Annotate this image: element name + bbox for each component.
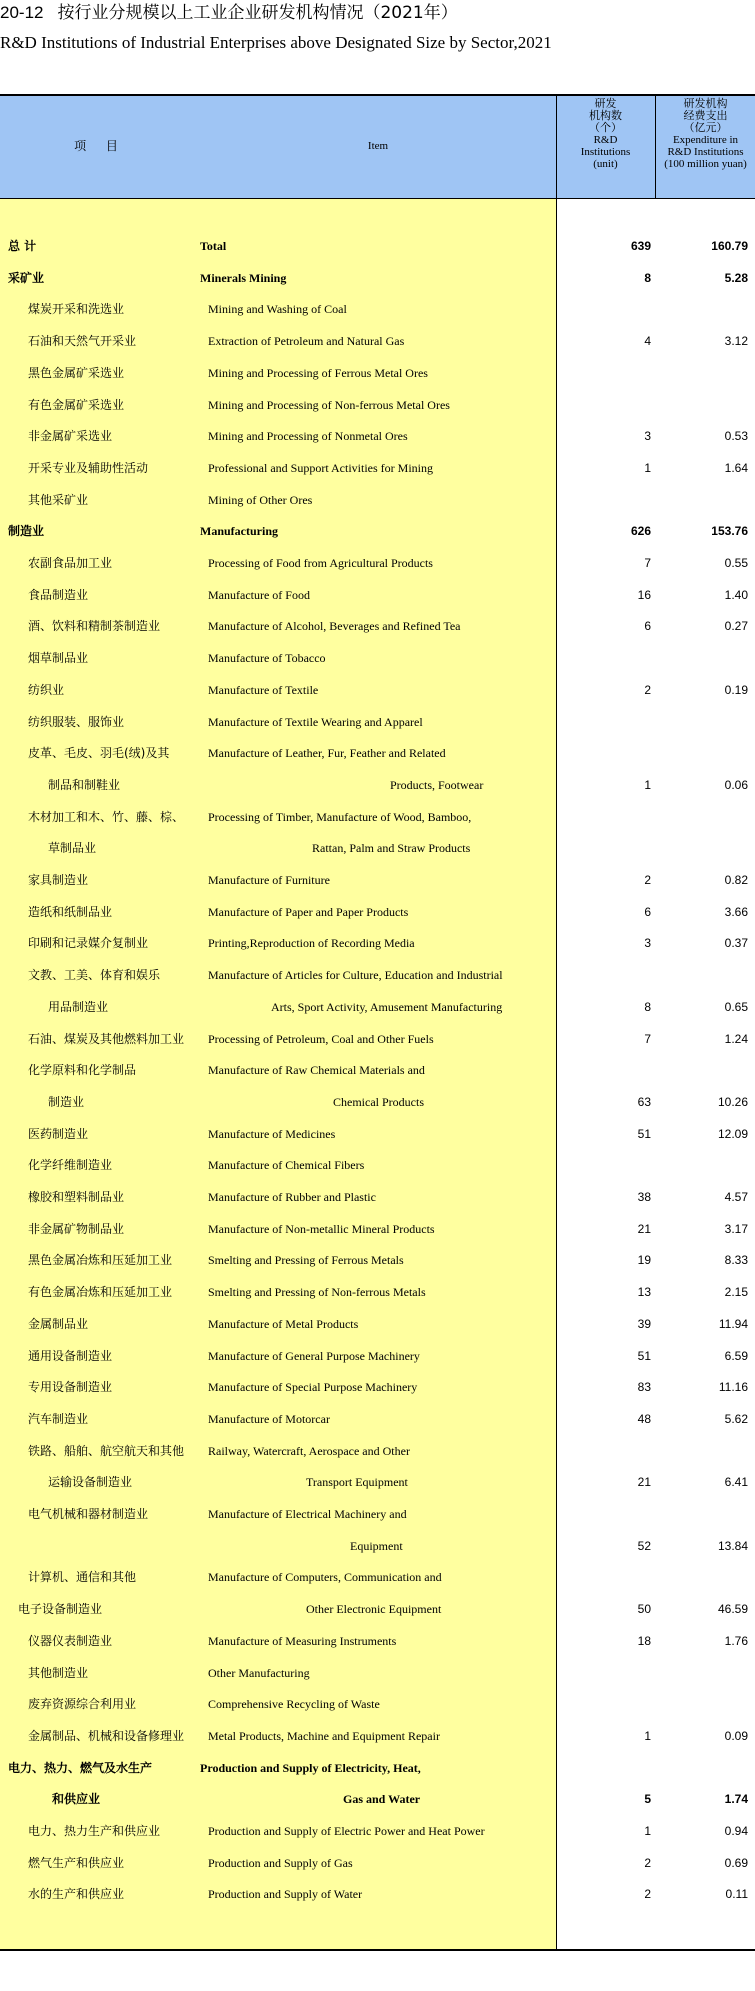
institutions-value: 50	[637, 1602, 651, 1617]
row-label-en: Professional and Support Activities for Mining	[208, 460, 433, 475]
table-row	[0, 1593, 755, 1625]
table-row	[0, 293, 755, 325]
expenditure-value: 3.17	[724, 1221, 748, 1236]
header-col2-en1: Expenditure in	[672, 134, 739, 146]
row-label-en: Production and Supply of Electric Power and Heat Power	[208, 1824, 485, 1838]
expenditure-value: 0.53	[724, 429, 748, 444]
expenditure-value: 0.55	[724, 556, 748, 570]
row-label-cn: 农副食品加工业	[28, 556, 113, 570]
row-label-cn: 木材加工和木、竹、藤、棕、	[28, 809, 185, 824]
row-label-en: Manufacture of Textile Wearing and Apparel	[208, 714, 423, 729]
row-label-en: Manufacture of Food	[208, 587, 310, 602]
page-title-cn	[0, 2, 458, 24]
institutions-value: 4	[644, 334, 651, 349]
row-label-cn: 皮革、毛皮、羽毛(绒)及其	[28, 746, 170, 761]
header-col2-en2: R&D Institutions	[667, 146, 744, 158]
row-label-cn: 化学原料和化学制品	[28, 1063, 137, 1078]
header-col2-cn1: 研发机构	[683, 97, 728, 110]
row-label-cn: 采矿业	[8, 270, 45, 285]
row-label-cn: 橡胶和塑料制品业	[28, 1190, 125, 1204]
row-label-en: Production and Supply of Electricity, Heat,	[200, 1760, 421, 1775]
row-label-cn: 医药制造业	[28, 1126, 89, 1141]
institutions-value: 1	[644, 777, 651, 792]
row-label-cn: 制造业	[8, 524, 45, 539]
row-label-cn: 专用设备制造业	[28, 1380, 113, 1395]
institutions-value: 38	[637, 1190, 651, 1204]
table-row	[0, 579, 755, 611]
row-label-cn: 化学纤维制造业	[28, 1158, 113, 1173]
expenditure-value: 0.82	[724, 873, 748, 887]
row-label-en: Manufacture of Electrical Machinery and	[208, 1507, 407, 1521]
row-label-en: Metal Products, Machine and Equipment Repair	[208, 1728, 440, 1743]
expenditure-value: 1.64	[724, 460, 748, 475]
expenditure-value: 0.27	[724, 619, 748, 634]
row-label-cn: 其他制造业	[28, 1665, 89, 1680]
row-label-en: Manufacture of Articles for Culture, Education and Industrial	[208, 968, 503, 983]
header-col2-en3: (100 million yuan)	[664, 158, 747, 170]
row-label-en: Minerals Mining	[200, 270, 287, 285]
institutions-value: 1	[644, 1728, 651, 1743]
expenditure-value: 46.59	[717, 1602, 748, 1617]
institutions-value: 1	[644, 460, 651, 475]
institutions-value: 19	[637, 1253, 651, 1268]
institutions-value: 21	[637, 1221, 651, 1236]
table-row	[0, 1213, 755, 1245]
header-col2-cn3: （亿元）	[683, 121, 728, 134]
institutions-value: 39	[637, 1316, 651, 1331]
institutions-value: 48	[637, 1411, 651, 1426]
table-row	[0, 1086, 755, 1118]
row-label-en: Transport Equipment	[306, 1475, 408, 1490]
row-label-en: Rattan, Palm and Straw Products	[312, 841, 471, 856]
table-row	[0, 769, 755, 801]
row-label-en: Mining and Washing of Coal	[208, 302, 347, 317]
row-label-cn: 铁路、船舶、航空航天和其他	[28, 1443, 185, 1458]
row-label-en: Mining and Processing of Non-ferrous Metal Ores	[208, 397, 450, 412]
header-item: Item	[367, 140, 389, 152]
row-label-en: Comprehensive Recycling of Waste	[208, 1697, 380, 1712]
table-row	[0, 737, 755, 769]
row-label-en: Mining and Processing of Ferrous Metal Ores	[208, 365, 428, 380]
row-label-cn: 用品制造业	[48, 999, 109, 1014]
header-col1-cn3: （个）	[589, 121, 622, 134]
table-row	[0, 230, 755, 262]
table-row	[0, 389, 755, 421]
title-cn-text: 按行业分规模以上工业企业研发机构情况（2021年）	[57, 3, 458, 23]
row-label-cn: 电气机械和器材制造业	[28, 1507, 149, 1521]
row-label-cn: 其他采矿业	[28, 492, 89, 507]
table-row	[0, 420, 755, 452]
table-row	[0, 357, 755, 389]
expenditure-value: 6.59	[724, 1348, 748, 1363]
table-row	[0, 1657, 755, 1689]
table-row	[0, 1371, 755, 1403]
row-label-cn: 仪器仪表制造业	[28, 1633, 113, 1648]
row-label-en: Manufacture of Motorcar	[208, 1411, 330, 1426]
header-col1-en3: (unit)	[593, 158, 618, 170]
table-row	[0, 325, 755, 357]
expenditure-value: 0.06	[724, 777, 748, 792]
expenditure-value: 6.41	[724, 1475, 748, 1490]
row-label-en: Products, Footwear	[390, 777, 484, 792]
data-table	[0, 94, 755, 1951]
expenditure-value: 5.28	[724, 270, 748, 285]
table-row	[0, 547, 755, 579]
row-label-cn: 有色金属矿采选业	[28, 397, 125, 412]
table-row	[0, 1118, 755, 1150]
row-label-en: Railway, Watercraft, Aerospace and Other	[208, 1443, 410, 1458]
expenditure-value: 10.26	[717, 1094, 748, 1109]
expenditure-value: 0.37	[724, 936, 748, 951]
row-label-cn: 制造业	[48, 1094, 85, 1109]
table-row	[0, 1054, 755, 1086]
table-row	[0, 1023, 755, 1055]
table-row	[0, 1752, 755, 1784]
table-row	[0, 262, 755, 294]
row-label-cn: 运输设备制造业	[48, 1475, 133, 1490]
row-label-en: Other Manufacturing	[208, 1665, 310, 1680]
row-label-en: Processing of Timber, Manufacture of Wood, Bamboo,	[208, 809, 472, 824]
row-label-en: Mining and Processing of Nonmetal Ores	[208, 429, 408, 444]
row-label-en: Manufacture of Chemical Fibers	[208, 1158, 365, 1173]
institutions-value: 3	[644, 429, 651, 444]
header-expenditure	[656, 98, 755, 170]
institutions-value: 2	[644, 1887, 651, 1902]
table-row	[0, 1149, 755, 1181]
institutions-value: 8	[644, 999, 651, 1014]
institutions-value: 2	[644, 682, 651, 697]
header-col1-cn1: 研发	[594, 97, 617, 110]
row-label-cn: 电力、热力生产和供应业	[28, 1824, 161, 1838]
row-label-cn: 燃气生产和供应业	[28, 1855, 125, 1870]
institutions-value: 16	[637, 587, 651, 602]
institutions-value: 2	[644, 1855, 651, 1870]
expenditure-value: 13.84	[717, 1538, 748, 1553]
expenditure-value: 4.57	[724, 1190, 748, 1204]
row-label-en: Production and Supply of Gas	[208, 1855, 353, 1870]
row-label-en: Manufacture of Rubber and Plastic	[208, 1190, 376, 1204]
row-label-cn: 食品制造业	[28, 587, 89, 602]
expenditure-value: 12.09	[717, 1126, 748, 1141]
row-label-cn: 金属制品业	[28, 1316, 89, 1331]
row-label-cn: 非金属矿物制品业	[28, 1221, 125, 1236]
row-label-en: Manufacture of Tobacco	[208, 651, 326, 666]
row-label-en: Arts, Sport Activity, Amusement Manufacturing	[271, 999, 503, 1014]
row-label-cn: 废弃资源综合利用业	[28, 1697, 137, 1712]
row-label-cn: 通用设备制造业	[28, 1348, 113, 1363]
table-row	[0, 515, 755, 547]
table-row	[0, 1403, 755, 1435]
header-institutions	[557, 98, 654, 170]
row-label-cn: 电子设备制造业	[18, 1602, 103, 1617]
row-label-en: Manufacture of Non-metallic Mineral Products	[208, 1221, 435, 1236]
row-label-en: Manufacture of Raw Chemical Materials and	[208, 1063, 425, 1078]
row-label-cn: 石油和天然气开采业	[28, 334, 137, 349]
institutions-value: 626	[630, 524, 651, 539]
table-row	[0, 1625, 755, 1657]
row-label-cn: 水的生产和供应业	[28, 1887, 125, 1902]
row-label-cn: 黑色金属冶炼和压延加工业	[28, 1253, 173, 1268]
row-label-cn: 电力、热力、燃气及水生产	[8, 1760, 153, 1775]
expenditure-value: 5.62	[724, 1411, 748, 1426]
row-label-en: Manufacture of Leather, Fur, Feather and Related	[208, 746, 446, 761]
row-label-cn: 文教、工美、体育和娱乐	[28, 968, 161, 983]
table-row	[0, 864, 755, 896]
table-row	[0, 1720, 755, 1752]
row-label-cn: 非金属矿采选业	[28, 429, 113, 444]
table-row	[0, 674, 755, 706]
table-row	[0, 484, 755, 516]
row-label-cn: 有色金属冶炼和压延加工业	[28, 1285, 173, 1300]
row-label-cn: 总 计	[8, 239, 37, 253]
table-row	[0, 610, 755, 642]
table-row	[0, 706, 755, 738]
table-row	[0, 1308, 755, 1340]
row-label-cn: 纺织业	[28, 682, 65, 697]
row-label-en: Smelting and Pressing of Ferrous Metals	[208, 1253, 404, 1268]
row-label-en: Manufacture of Medicines	[208, 1126, 336, 1141]
table-row	[0, 452, 755, 484]
institutions-value: 5	[644, 1792, 651, 1807]
expenditure-value: 0.19	[724, 682, 748, 697]
institutions-value: 7	[644, 1031, 651, 1046]
institutions-value: 2	[644, 873, 651, 887]
table-row	[0, 1340, 755, 1372]
institutions-value: 6	[644, 619, 651, 634]
table-row	[0, 1181, 755, 1213]
row-label-en: Extraction of Petroleum and Natural Gas	[208, 334, 405, 349]
institutions-value: 1	[644, 1824, 651, 1838]
expenditure-value: 0.11	[725, 1887, 748, 1902]
table-row	[0, 832, 755, 864]
row-label-en: Manufacture of Paper and Paper Products	[208, 904, 409, 919]
row-label-en: Smelting and Pressing of Non-ferrous Metals	[208, 1285, 426, 1300]
table-row	[0, 1435, 755, 1467]
row-label-cn: 煤炭开采和洗选业	[28, 302, 125, 317]
expenditure-value: 1.40	[724, 587, 748, 602]
row-label-en: Manufacture of General Purpose Machinery	[208, 1348, 420, 1363]
row-label-cn: 开采专业及辅助性活动	[28, 460, 149, 475]
expenditure-value: 11.16	[718, 1380, 748, 1395]
row-label-en: Manufacture of Textile	[208, 682, 319, 697]
row-label-en: Equipment	[350, 1538, 403, 1553]
header-col1-cn2: 机构数	[589, 109, 622, 122]
row-label-en: Manufacturing	[200, 524, 278, 539]
table-row	[0, 1561, 755, 1593]
row-label-cn: 草制品业	[48, 841, 97, 856]
row-label-en: Manufacture of Measuring Instruments	[208, 1633, 397, 1648]
table-header	[0, 96, 755, 198]
row-label-cn: 和供应业	[52, 1792, 101, 1807]
table-row	[0, 959, 755, 991]
institutions-value: 83	[637, 1380, 651, 1395]
table-row	[0, 1466, 755, 1498]
header-col2-cn2: 经费支出	[683, 109, 728, 122]
table-row	[0, 991, 755, 1023]
row-label-en: Mining of Other Ores	[208, 492, 313, 507]
expenditure-value: 0.65	[724, 999, 748, 1014]
row-label-en: Processing of Food from Agricultural Products	[208, 556, 433, 570]
table-row	[0, 642, 755, 674]
row-label-cn: 计算机、通信和其他	[28, 1570, 137, 1585]
expenditure-value: 160.79	[711, 239, 748, 253]
bottom-rule	[0, 1949, 755, 1951]
row-label-en: Printing,Reproduction of Recording Media	[208, 936, 415, 951]
row-label-en: Manufacture of Metal Products	[208, 1316, 359, 1331]
row-label-cn: 烟草制品业	[28, 651, 89, 666]
row-label-en: Chemical Products	[333, 1094, 424, 1109]
row-label-cn: 造纸和纸制品业	[28, 904, 113, 919]
row-label-en: Manufacture of Furniture	[208, 873, 330, 887]
table-number: 20-12	[0, 3, 44, 22]
expenditure-value: 2.15	[724, 1285, 748, 1300]
expenditure-value: 0.09	[724, 1728, 748, 1743]
row-label-cn: 汽车制造业	[28, 1411, 89, 1426]
row-label-cn: 黑色金属矿采选业	[28, 365, 125, 380]
expenditure-value: 153.76	[711, 524, 748, 539]
institutions-value: 18	[637, 1633, 651, 1648]
expenditure-value: 11.94	[718, 1316, 748, 1331]
header-col1-en1: R&D	[593, 134, 618, 146]
table-row	[0, 1878, 755, 1910]
institutions-value: 6	[644, 904, 651, 919]
row-label-cn: 印刷和记录媒介复制业	[28, 936, 149, 951]
row-label-en: Manufacture of Alcohol, Beverages and Refined Tea	[208, 619, 461, 634]
row-label-en: Manufacture of Special Purpose Machinery	[208, 1380, 418, 1395]
expenditure-value: 1.24	[724, 1031, 748, 1046]
row-label-en: Gas and Water	[343, 1792, 421, 1807]
expenditure-value: 0.69	[724, 1855, 748, 1870]
table-row	[0, 1244, 755, 1276]
institutions-value: 13	[637, 1285, 651, 1300]
institutions-value: 52	[637, 1538, 651, 1553]
table-row	[0, 896, 755, 928]
expenditure-value: 1.76	[724, 1633, 748, 1648]
header-col1-en2: Institutions	[580, 146, 631, 158]
table-row	[0, 1276, 755, 1308]
table-row	[0, 1688, 755, 1720]
row-label-cn: 纺织服装、服饰业	[28, 714, 125, 729]
row-label-cn: 酒、饮料和精制茶制造业	[28, 619, 161, 634]
table-row	[0, 1815, 755, 1847]
table-row	[0, 927, 755, 959]
header-xiangmu: 项 目	[74, 139, 126, 153]
table-row	[0, 1530, 755, 1562]
institutions-value: 639	[630, 239, 651, 253]
expenditure-value: 1.74	[724, 1792, 748, 1807]
row-label-en: Total	[200, 239, 227, 253]
page-title-en: R&D Institutions of Industrial Enterprises above Designated Size by Sector,2021	[0, 33, 552, 52]
row-label-cn: 石油、煤炭及其他燃料加工业	[28, 1031, 185, 1046]
expenditure-value: 3.66	[724, 904, 748, 919]
row-label-cn: 家具制造业	[28, 873, 89, 887]
institutions-value: 63	[637, 1094, 651, 1109]
column-divider-2	[655, 96, 656, 198]
expenditure-value: 0.94	[724, 1824, 748, 1838]
institutions-value: 8	[644, 270, 651, 285]
row-label-cn: 金属制品、机械和设备修理业	[28, 1728, 185, 1743]
institutions-value: 51	[637, 1126, 651, 1141]
row-label-cn: 制品和制鞋业	[48, 777, 121, 792]
row-label-en: Manufacture of Computers, Communication and	[208, 1570, 442, 1585]
row-label-en: Other Electronic Equipment	[306, 1602, 442, 1617]
institutions-value: 7	[644, 556, 651, 570]
table-row	[0, 801, 755, 833]
table-row	[0, 1847, 755, 1879]
expenditure-value: 8.33	[724, 1253, 748, 1268]
row-label-en: Processing of Petroleum, Coal and Other Fuels	[208, 1031, 434, 1046]
institutions-value: 3	[644, 936, 651, 951]
institutions-value: 21	[637, 1475, 651, 1490]
expenditure-value: 3.12	[724, 334, 748, 349]
row-label-en: Production and Supply of Water	[208, 1887, 363, 1902]
table-row	[0, 1498, 755, 1530]
institutions-value: 51	[637, 1348, 651, 1363]
table-row	[0, 1783, 755, 1815]
